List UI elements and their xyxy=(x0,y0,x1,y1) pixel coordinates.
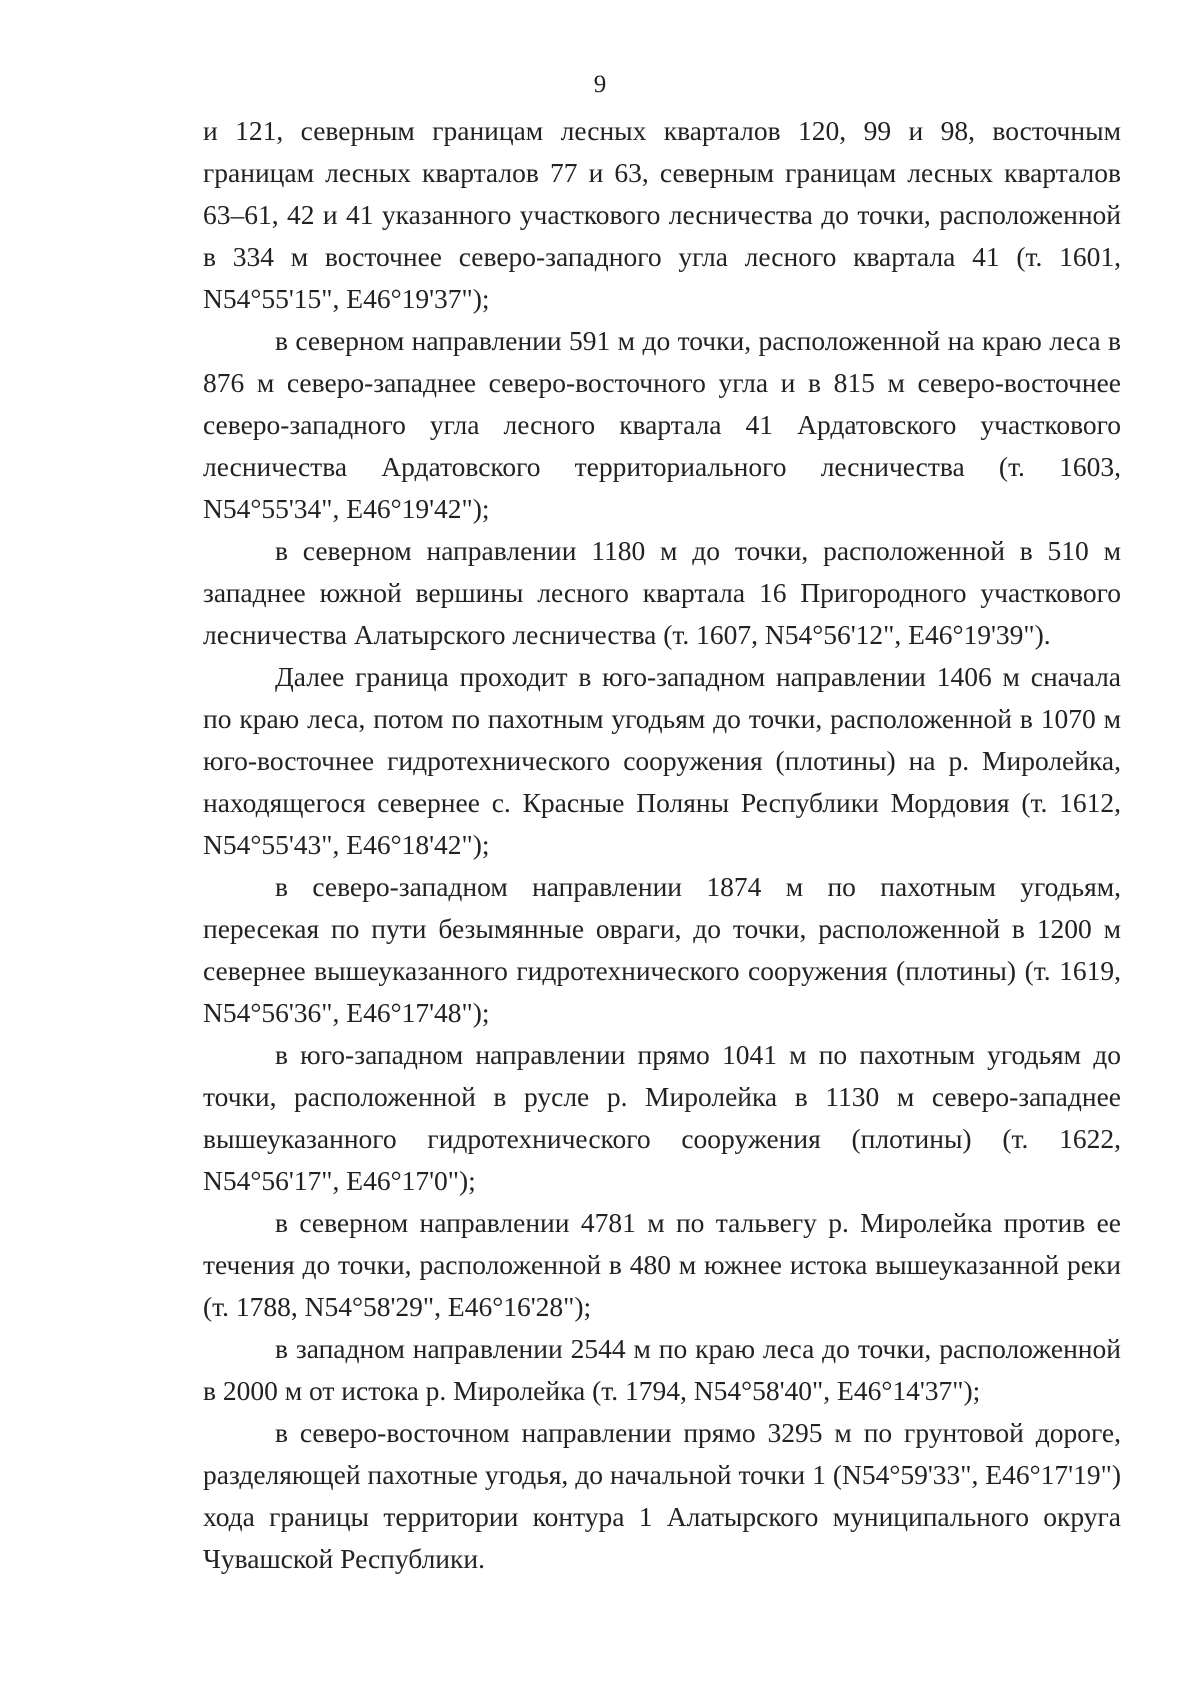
paragraph-8: в западном направлении 2544 м по краю леса до точки, расположенной в 2000 м от истока р. Миролейка (т. 1794, N54°58'40", E46°14'37"); xyxy=(203,1333,1121,1406)
page-number: 9 xyxy=(593,71,607,98)
paragraph-9: в северо-восточном направлении прямо 3295 м по грунтовой дороге, разделяющей пахотные угодья, до начальной точки 1 (N54°59'33", E46°17'19") хода границы территории контура 1 Алатырского муниципального округа Чувашской Республики. xyxy=(203,1417,1121,1574)
paragraph-2: в северном направлении 591 м до точки, расположенной на краю леса в 876 м северо-западнее северо-восточного угла и в 815 м северо-восточнее северо-западного угла лесного квартала 41 Ардатовского участкового лесничества Ардатовского территориального лесничества (т. 1603, N54°55'34", E46°19'42"); xyxy=(203,325,1121,524)
paragraph-1: и 121, северным границам лесных кварталов 120, 99 и 98, восточным границам лесных кварталов 77 и 63, северным границам лесных кварталов 63–61, 42 и 41 указанного участкового лесничества до точки, расположенной в 334 м восточнее северо-западного угла лесного квартала 41 (т. 1601, N54°55'15", E46°19'37"); xyxy=(203,115,1121,314)
paragraph-3: в северном направлении 1180 м до точки, расположенной в 510 м западнее южной вершины лесного квартала 16 Пригородного участкового лесничества Алатырского лесничества (т. 1607, N54°56'12", E46°19'39"). xyxy=(203,535,1121,650)
paragraph-7: в северном направлении 4781 м по тальвегу р. Миролейка против ее течения до точки, расположенной в 480 м южнее истока вышеуказанной реки (т. 1788, N54°58'29", E46°16'28"); xyxy=(203,1207,1121,1322)
document-body xyxy=(203,110,1121,1580)
paragraph-6: в юго-западном направлении прямо 1041 м по пахотным угодьям до точки, расположенной в русле р. Миролейка в 1130 м северо-западнее вышеуказанного гидротехнического сооружения (плотины) (т. 1622, N54°56'17", E46°17'0"); xyxy=(203,1039,1121,1196)
paragraph-5: в северо-западном направлении 1874 м по пахотным угодьям, пересекая по пути безымянные овраги, до точки, расположенной в 1200 м севернее вышеуказанного гидротехнического сооружения (плотины) (т. 1619, N54°56'36", E46°17'48"); xyxy=(203,871,1121,1028)
paragraph-4: Далее граница проходит в юго-западном направлении 1406 м сначала по краю леса, потом по пахотным угодьям до точки, расположенной в 1070 м юго-восточнее гидротехнического сооружения (плотины) на р. Миролейка, находящегося севернее с. Красные Поляны Республики Мордовия (т. 1612, N54°55'43", E46°18'42"); xyxy=(203,661,1121,860)
